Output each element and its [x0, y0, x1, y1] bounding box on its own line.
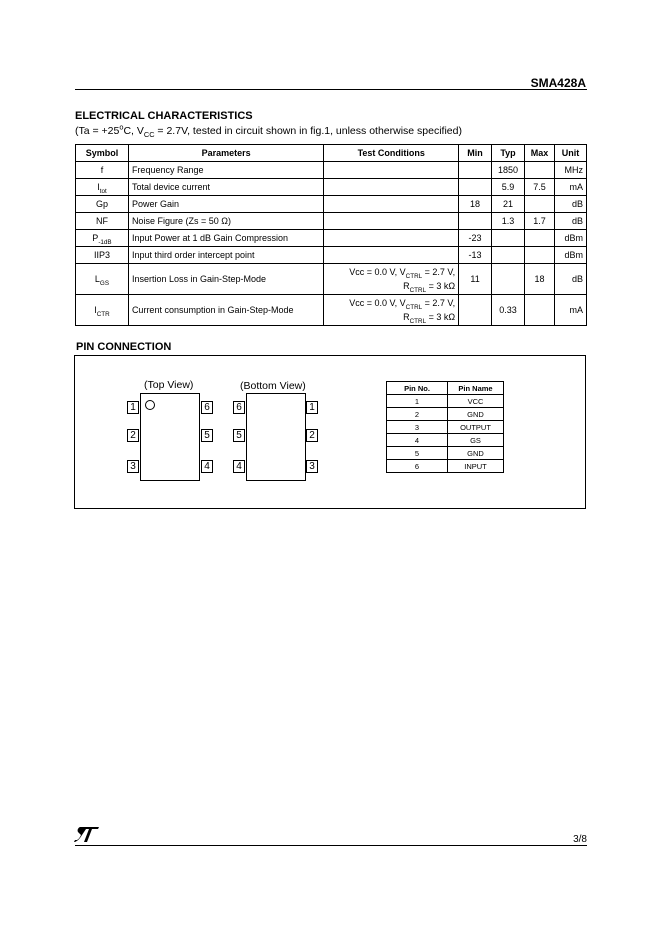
parameter-cell: Noise Figure (Zs = 50 Ω) [128, 213, 323, 230]
table-row [76, 213, 587, 230]
table-row [387, 421, 504, 434]
pin-name-cell: GS [448, 434, 504, 447]
pin-name-cell: GND [448, 447, 504, 460]
unit-cell: dB [554, 213, 586, 230]
header-rule [75, 89, 587, 90]
max-cell [525, 247, 555, 264]
table-row [387, 395, 504, 408]
col-unit: Unit [554, 145, 586, 162]
table-row [76, 295, 587, 326]
bottom-view-label: (Bottom View) [240, 380, 306, 392]
pin-table [386, 381, 504, 473]
table-header-row [76, 145, 587, 162]
min-cell [459, 295, 492, 326]
max-cell [525, 295, 555, 326]
top-view-label: (Top View) [144, 379, 194, 391]
typ-cell: 0.33 [492, 295, 525, 326]
min-cell: -23 [459, 230, 492, 247]
condition-cell [324, 247, 459, 264]
bottom-pin-right-2: 2 [306, 429, 318, 442]
typ-cell: 1850 [492, 162, 525, 179]
top-pin-right-2: 5 [201, 429, 213, 442]
parameter-cell: Frequency Range [128, 162, 323, 179]
col-min: Min [459, 145, 492, 162]
electrical-characteristics-table [75, 144, 587, 326]
parameter-cell: Input third order intercept point [128, 247, 323, 264]
symbol-cell: $I_{CTR}$ [76, 295, 129, 326]
table-row [387, 447, 504, 460]
bottom-pin-left-3: 4 [233, 460, 245, 473]
max-cell [525, 196, 555, 213]
parameter-cell: Insertion Loss in Gain-Step-Mode [128, 264, 323, 295]
ec-section-title: ELECTRICAL CHARACTERISTICS [75, 110, 253, 122]
bottom-pin-right-1: 1 [306, 401, 318, 414]
condition-cell: Vcc = 0.0 V, $V_{CTRL} = 2.7$ V, $R_{CTRL} = 3$ kΩ [324, 264, 459, 295]
pin-table-header [387, 382, 504, 395]
max-cell [525, 162, 555, 179]
typ-cell [492, 264, 525, 295]
top-pin-left-1: 1 [127, 401, 139, 414]
table-row [76, 247, 587, 264]
st-logo-icon [74, 826, 100, 843]
footer-rule [75, 845, 587, 846]
unit-cell: dBm [554, 230, 586, 247]
max-cell: 1.7 [525, 213, 555, 230]
unit-cell: mA [554, 295, 586, 326]
page-number: 3/8 [573, 834, 587, 845]
bottom-view-package [246, 393, 306, 481]
typ-cell: 1.3 [492, 213, 525, 230]
symbol-cell: NF [76, 213, 129, 230]
symbol-cell: IIP3 [76, 247, 129, 264]
col-test-conditions: Test Conditions [324, 145, 459, 162]
table-row [76, 162, 587, 179]
condition-cell: Vcc = 0.0 V, $V_{CTRL} = 2.7$ V, $R_{CTRL} = 3$ kΩ [324, 295, 459, 326]
col-max: Max [525, 145, 555, 162]
table-row [387, 434, 504, 447]
top-pin-right-3: 4 [201, 460, 213, 473]
pin-name-cell: GND [448, 408, 504, 421]
pin-no-cell: 2 [387, 408, 448, 421]
bottom-pin-right-3: 3 [306, 460, 318, 473]
col-symbol: Symbol [76, 145, 129, 162]
typ-cell: 21 [492, 196, 525, 213]
typ-cell: 5.9 [492, 179, 525, 196]
unit-cell: MHz [554, 162, 586, 179]
pin-no-cell: 6 [387, 460, 448, 473]
condition-cell [324, 196, 459, 213]
pin-name-cell: OUTPUT [448, 421, 504, 434]
table-row [387, 408, 504, 421]
max-cell: 7.5 [525, 179, 555, 196]
unit-cell: mA [554, 179, 586, 196]
min-cell: 11 [459, 264, 492, 295]
table-row [387, 460, 504, 473]
top-pin-left-3: 3 [127, 460, 139, 473]
top-pin-right-1: 6 [201, 401, 213, 414]
parameter-cell: Input Power at 1 dB Gain Compression [128, 230, 323, 247]
table-row [76, 196, 587, 213]
unit-cell: dB [554, 196, 586, 213]
table-row [76, 264, 587, 295]
max-cell [525, 230, 555, 247]
pin-section-title: PIN CONNECTION [76, 341, 172, 353]
unit-cell: dBm [554, 247, 586, 264]
col-pin-name: Pin Name [448, 382, 504, 395]
unit-cell: dB [554, 264, 586, 295]
symbol-cell: $I_{tot}$ [76, 179, 129, 196]
symbol-cell: $P_{-1dB}$ [76, 230, 129, 247]
parameter-cell: Current consumption in Gain-Step-Mode [128, 295, 323, 326]
pin-name-cell: VCC [448, 395, 504, 408]
table-row [76, 230, 587, 247]
bottom-pin-left-1: 6 [233, 401, 245, 414]
symbol-cell: $L_{GS}$ [76, 264, 129, 295]
col-parameters: Parameters [128, 145, 323, 162]
ec-conditions: ($Ta = +25^oC$, $V_{CC} = 2.7V$, tested in circuit shown in fig.1, unless otherwise specified) [75, 122, 462, 140]
pin-no-cell: 5 [387, 447, 448, 460]
typ-cell [492, 230, 525, 247]
min-cell: -13 [459, 247, 492, 264]
bottom-pin-left-2: 5 [233, 429, 245, 442]
condition-cell [324, 213, 459, 230]
table-row [76, 179, 587, 196]
min-cell [459, 213, 492, 230]
col-typ: Typ [492, 145, 525, 162]
parameter-cell: Power Gain [128, 196, 323, 213]
top-pin-left-2: 2 [127, 429, 139, 442]
col-pin-no: Pin No. [387, 382, 448, 395]
symbol-cell: f [76, 162, 129, 179]
symbol-cell: Gp [76, 196, 129, 213]
min-cell [459, 162, 492, 179]
typ-cell [492, 247, 525, 264]
condition-cell [324, 179, 459, 196]
condition-cell [324, 162, 459, 179]
condition-cell [324, 230, 459, 247]
pin-no-cell: 3 [387, 421, 448, 434]
document-title: SMA428A [530, 76, 586, 90]
pin1-marker-icon [145, 400, 155, 410]
pin-no-cell: 4 [387, 434, 448, 447]
pin-name-cell: INPUT [448, 460, 504, 473]
min-cell [459, 179, 492, 196]
pin-no-cell: 1 [387, 395, 448, 408]
parameter-cell: Total device current [128, 179, 323, 196]
min-cell: 18 [459, 196, 492, 213]
max-cell: 18 [525, 264, 555, 295]
